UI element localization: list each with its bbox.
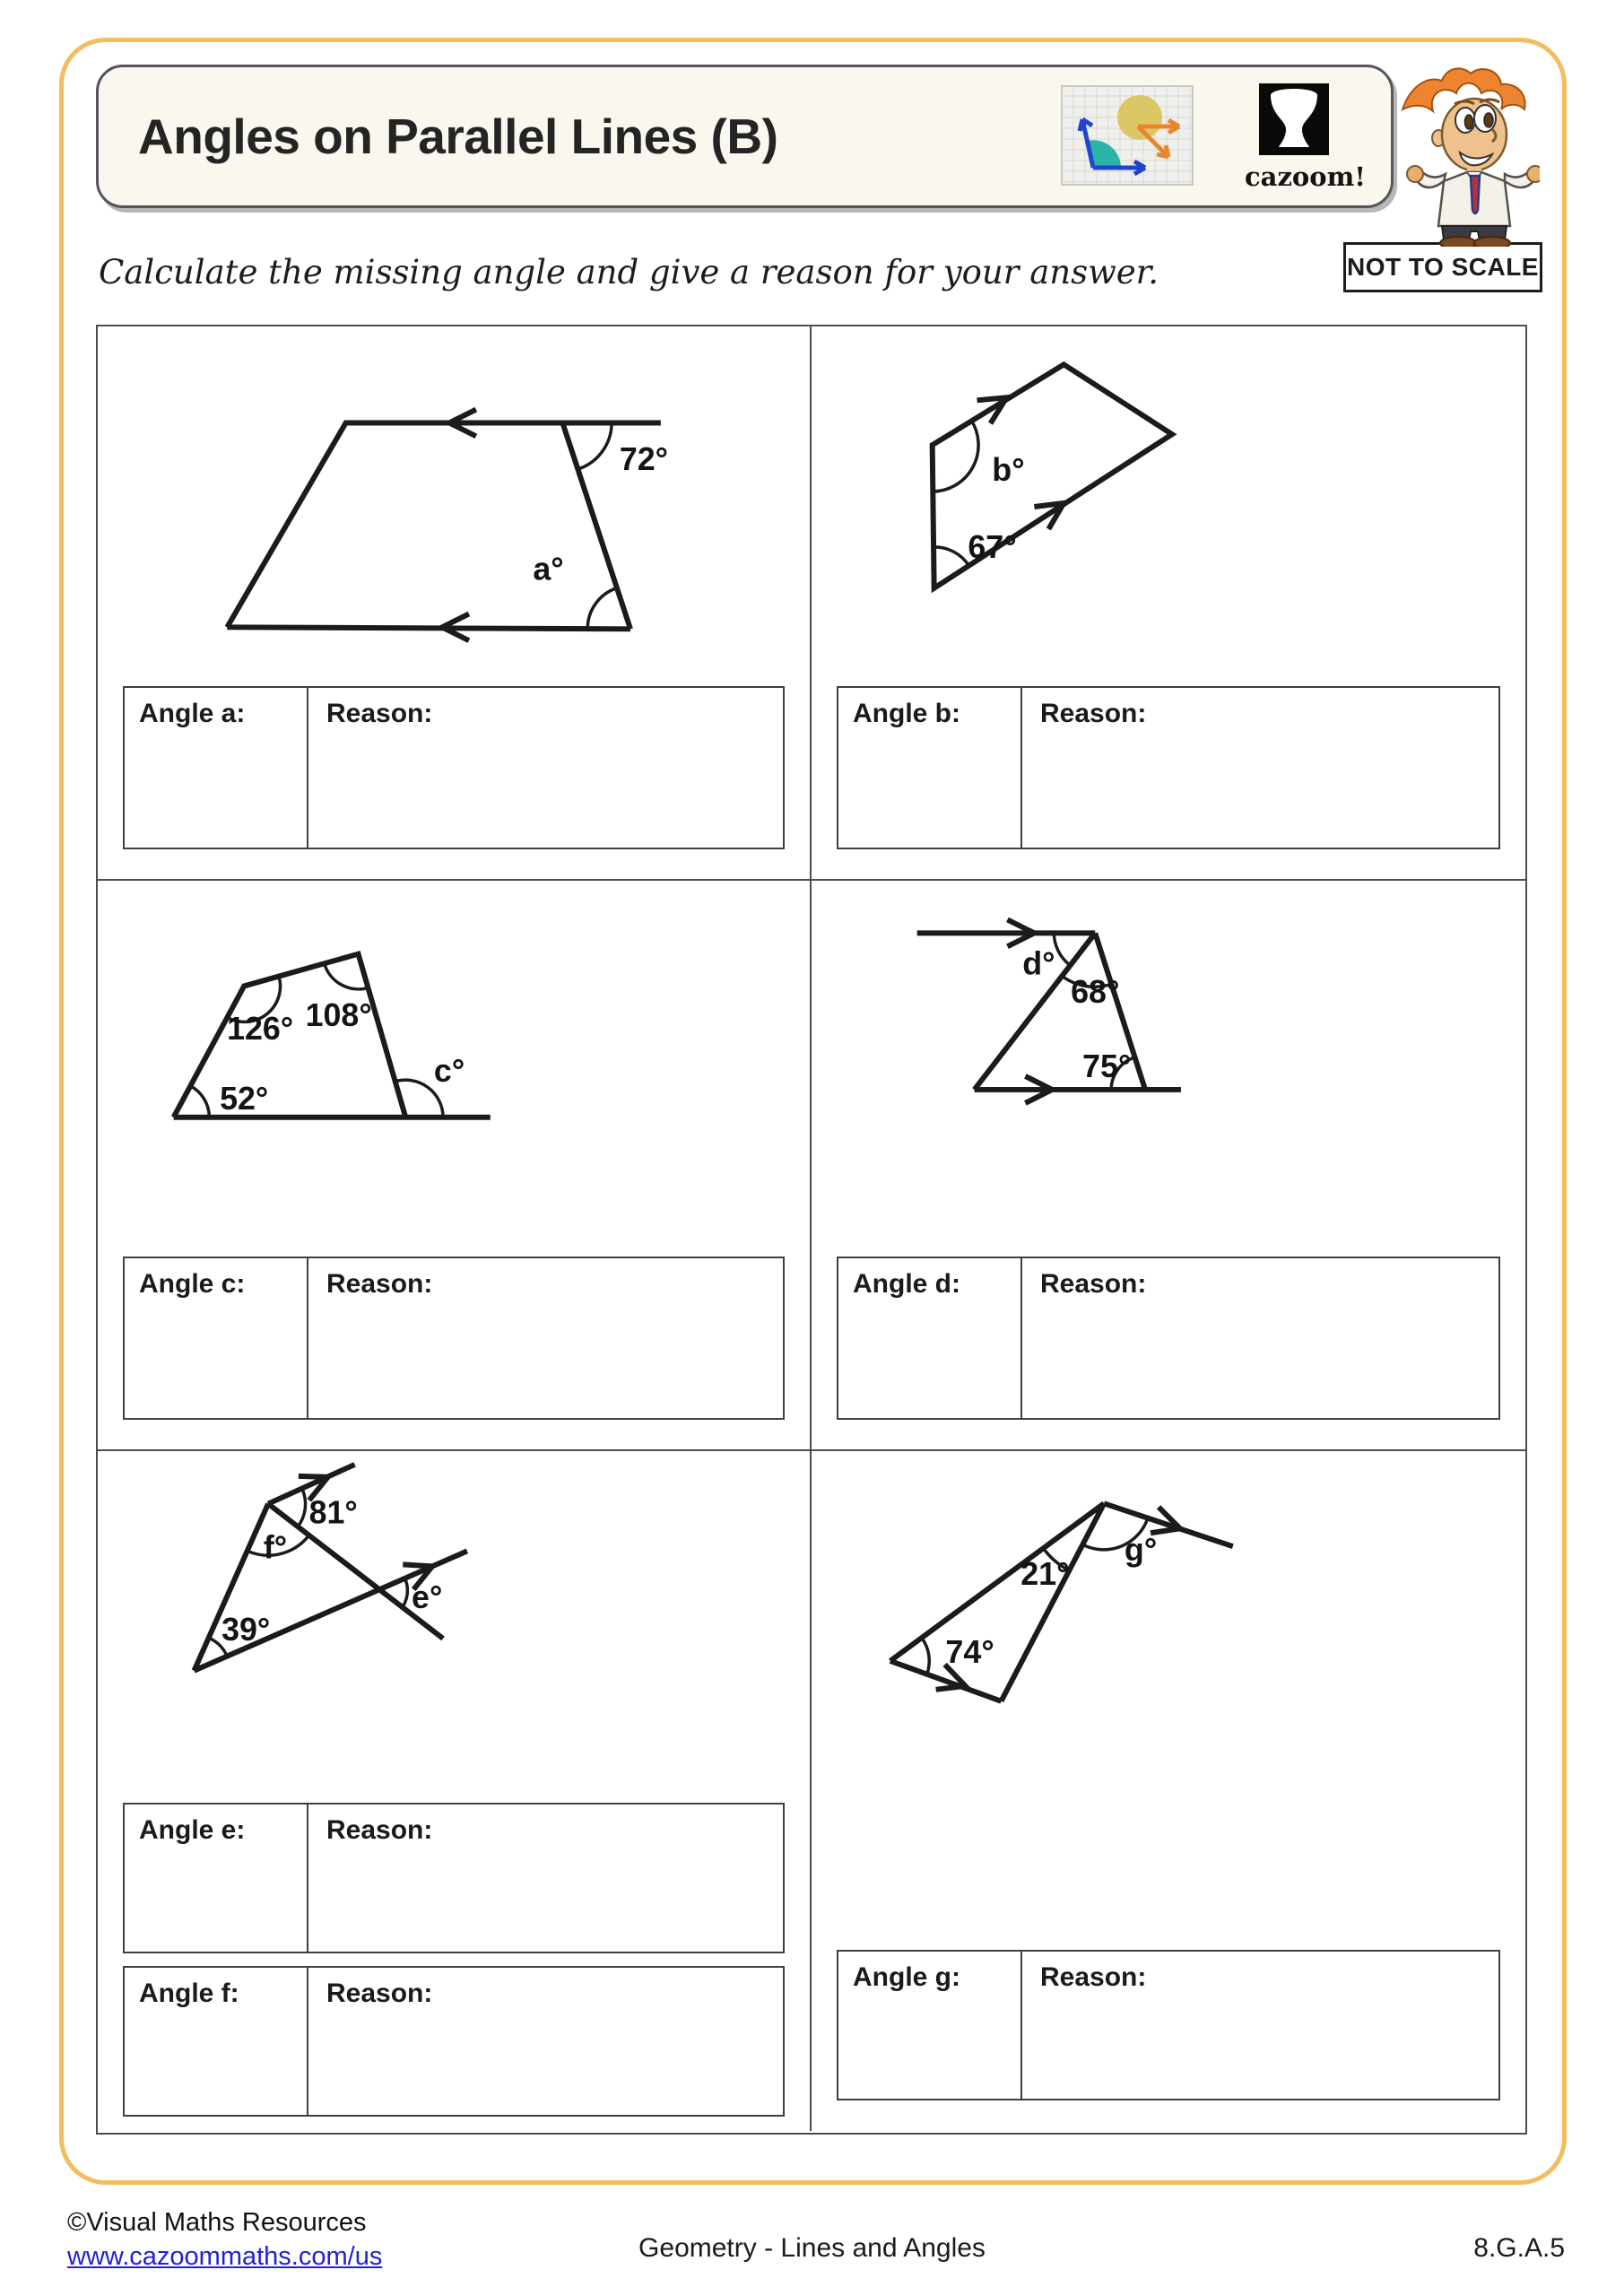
figure-a bbox=[98, 326, 810, 685]
angle-e-answer-cell[interactable]: Angle e: bbox=[125, 1805, 308, 1952]
answer-table-d bbox=[837, 1257, 1500, 1420]
figure-ef bbox=[98, 1451, 810, 1801]
cazoom-logo bbox=[1245, 83, 1367, 192]
figure-d bbox=[812, 881, 1525, 1253]
footer-copyright: ©Visual Maths Resources bbox=[67, 2208, 367, 2237]
angle-value-label: 67° bbox=[968, 528, 1017, 565]
unknown-angle-label: d° bbox=[1022, 945, 1055, 982]
problem-cell-ef bbox=[98, 1451, 812, 2131]
angle-b-answer-cell[interactable]: Angle b: bbox=[838, 688, 1022, 848]
not-to-scale-badge: NOT TO SCALE bbox=[1343, 242, 1542, 292]
unknown-angle-label: f° bbox=[263, 1529, 288, 1566]
problem-cell-b bbox=[812, 326, 1525, 881]
angle-value-label: 72° bbox=[619, 441, 669, 478]
figure-b bbox=[812, 326, 1525, 685]
cazoom-logo-mark bbox=[1259, 83, 1329, 155]
angle-g-answer-cell[interactable]: Angle g: bbox=[838, 1952, 1022, 2099]
answer-table-b bbox=[837, 686, 1500, 849]
problem-cell-d bbox=[812, 881, 1525, 1451]
footer-subject: Geometry - Lines and Angles bbox=[638, 2233, 986, 2263]
angle-g-reason-cell[interactable]: Reason: bbox=[1040, 1962, 1147, 1992]
instruction-text: Calculate the missing angle and give a reason for your answer. bbox=[99, 253, 1159, 291]
angle-value-label: 21° bbox=[1020, 1556, 1070, 1593]
angle-d-answer-cell[interactable]: Angle d: bbox=[838, 1258, 1022, 1418]
chart-icon bbox=[1061, 85, 1194, 186]
unknown-angle-label: a° bbox=[533, 551, 564, 587]
footer-standard-code: 8.G.A.5 bbox=[1473, 2233, 1565, 2263]
angle-d-reason-cell[interactable]: Reason: bbox=[1040, 1269, 1147, 1299]
angle-value-label: 126° bbox=[227, 1011, 294, 1048]
unknown-angle-label: e° bbox=[412, 1579, 443, 1616]
unknown-angle-label: b° bbox=[992, 452, 1025, 489]
angle-c-answer-cell[interactable]: Angle c: bbox=[125, 1258, 308, 1418]
angle-f-answer-cell[interactable]: Angle f: bbox=[125, 1968, 308, 2115]
angle-value-label: 52° bbox=[220, 1080, 269, 1117]
angle-value-label: 39° bbox=[221, 1611, 271, 1648]
angle-value-label: 75° bbox=[1082, 1048, 1132, 1084]
angle-e-reason-cell[interactable]: Reason: bbox=[326, 1815, 433, 1845]
angle-a-answer-cell[interactable]: Angle a: bbox=[125, 688, 308, 848]
angle-value-label: 81° bbox=[308, 1494, 358, 1531]
header-box bbox=[96, 65, 1394, 208]
problem-cell-g bbox=[812, 1451, 1525, 2131]
answer-table-a bbox=[123, 686, 785, 849]
figure-c bbox=[98, 881, 810, 1253]
answer-table-c bbox=[123, 1257, 785, 1420]
angle-value-label: 108° bbox=[305, 997, 372, 1034]
answer-table-f bbox=[123, 1966, 785, 2117]
angle-value-label: 74° bbox=[945, 1633, 994, 1670]
footer-link[interactable]: www.cazoommaths.com/us bbox=[67, 2242, 383, 2271]
angle-value-label: 68° bbox=[1071, 974, 1120, 1011]
answer-table-e bbox=[123, 1803, 785, 1953]
answer-table-g bbox=[837, 1950, 1500, 2100]
cazoom-logo-text: cazoom! bbox=[1245, 161, 1367, 192]
problems-grid bbox=[96, 325, 1527, 2135]
angle-a-reason-cell[interactable]: Reason: bbox=[326, 699, 433, 728]
angle-b-reason-cell[interactable]: Reason: bbox=[1040, 699, 1147, 728]
unknown-angle-label: g° bbox=[1124, 1532, 1158, 1569]
page-title: Angles on Parallel Lines (B) bbox=[138, 109, 778, 164]
problem-cell-c bbox=[98, 881, 812, 1451]
angle-c-reason-cell[interactable]: Reason: bbox=[326, 1269, 433, 1299]
mascot-illustration bbox=[1392, 63, 1540, 247]
angle-f-reason-cell[interactable]: Reason: bbox=[326, 1979, 433, 2008]
unknown-angle-label: c° bbox=[433, 1052, 465, 1089]
figure-g bbox=[812, 1451, 1525, 1801]
problem-cell-a bbox=[98, 326, 812, 881]
